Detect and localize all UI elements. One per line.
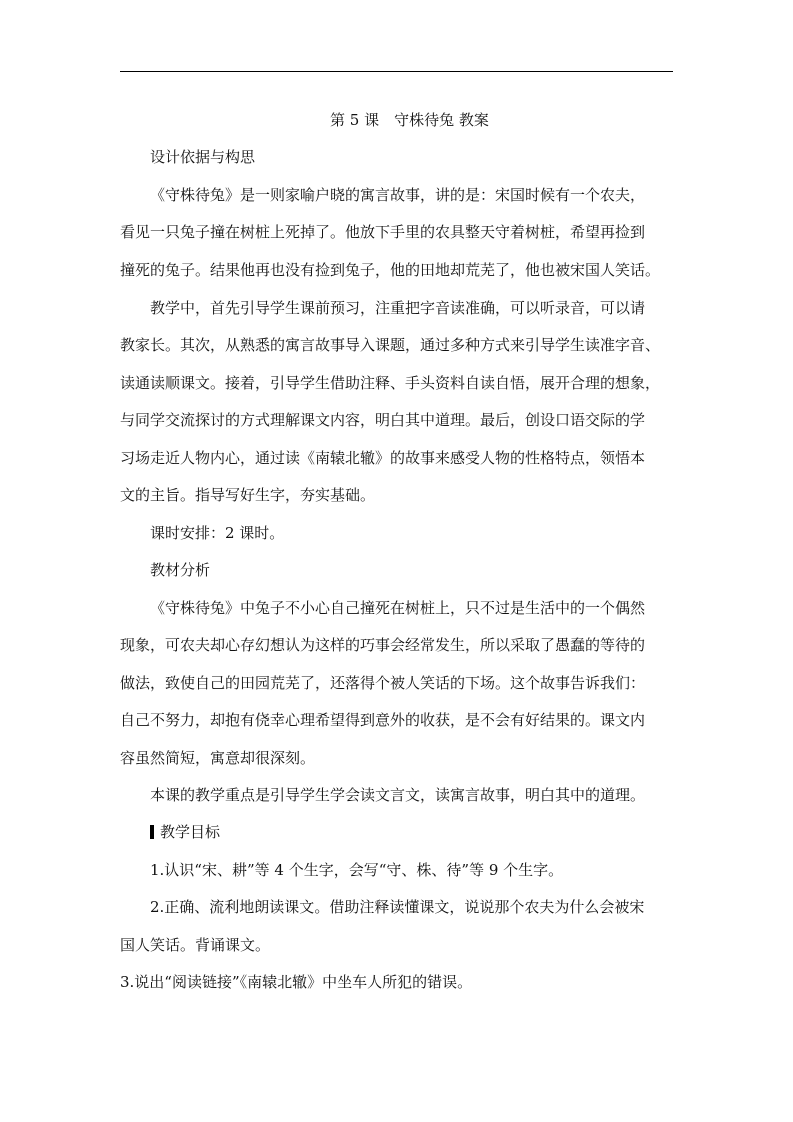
paragraph-line: 教家长。其次，从熟悉的寓言故事导入课题，通过多种方式来引导学生读准字音、 [120, 336, 661, 354]
paragraph-line: 容虽然简短，寓意却很深刻。 [120, 749, 316, 767]
paragraph-line: 看见一只兔子撞在树桩上死掉了。他放下手里的农具整天守着树桩，希望再捡到 [120, 223, 646, 241]
heading-bar-icon [150, 825, 154, 839]
paragraph-line: 与同学交流探讨的方式理解课文内容，明白其中道理。最后，创设口语交际的学 [120, 411, 646, 429]
document-title: 第 5 课 守株待兔 教案 [330, 111, 489, 129]
goal-item-2-continued: 国人笑话。背诵课文。 [120, 936, 271, 954]
section-heading-design: 设计依据与构思 [150, 148, 256, 166]
schedule-text: 课时安排：2 课时。 [150, 524, 285, 542]
goal-item-1: 1.认识“宋、耕”等 4 个生字，会写“守、株、待”等 9 个生字。 [150, 861, 564, 879]
goal-item-3: 3.说出“阅读链接”《南辕北辙》中坐车人所犯的错误。 [120, 973, 473, 991]
paragraph-line: 文的主旨。指导写好生字，夯实基础。 [120, 486, 376, 504]
paragraph-line: 本课的教学重点是引导学生学会读文言文，读寓言故事，明白其中的道理。 [150, 786, 646, 804]
goal-item-2: 2.正确、流利地朗读课文。借助注释读懂课文，说说那个农夫为什么会被宋 [150, 898, 645, 916]
paragraph-line: 撞死的兔子。结果他再也没有捡到兔子，他的田地却荒芜了，他也被宋国人笑话。 [120, 261, 661, 279]
paragraph-line: 自己不努力，却抱有侥幸心理希望得到意外的收获，是不会有好结果的。课文内 [120, 711, 646, 729]
paragraph-line: 《守株待兔》中兔子不小心自己撞死在树桩上，只不过是生活中的一个偶然 [150, 599, 646, 617]
paragraph-line: 做法，致使自己的田园荒芜了，还落得个被人笑话的下场。这个故事告诉我们： [120, 674, 646, 692]
section-heading-analysis: 教材分析 [150, 561, 211, 579]
paragraph-line: 习场走近人物内心，通过读《南辕北辙》的故事来感受人物的性格特点，领悟本 [120, 449, 646, 467]
section-heading-goals [150, 822, 220, 842]
paragraph-line: 《守株待兔》是一则家喻户晓的寓言故事，讲的是：宋国时候有一个农夫， [150, 186, 646, 204]
header-rule [120, 71, 673, 72]
paragraph-line: 教学中，首先引导学生课前预习，注重把字音读准确，可以听录音，可以请 [150, 299, 646, 317]
paragraph-line: 读通读顺课文。接着，引导学生借助注释、手头资料自读自悟，展开合理的想象， [120, 374, 661, 392]
section-heading-goals-label: 教学目标 [160, 823, 221, 841]
paragraph-line: 现象，可农夫却心存幻想认为这样的巧事会经常发生，所以采取了愚蠢的等待的 [120, 636, 646, 654]
